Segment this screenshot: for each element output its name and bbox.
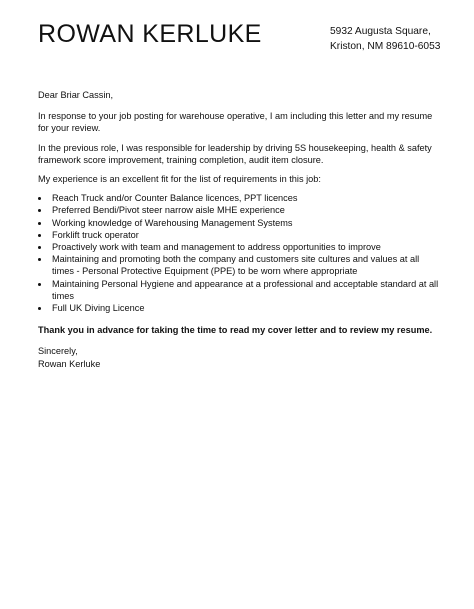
intro-paragraph: In response to your job posting for warehouse operative, I am including this letter and my resume for your review. (38, 111, 433, 134)
list-item: • Proactively work with team and management to address opportunities to improve (50, 241, 442, 253)
list-item: • Forklift truck operator (50, 229, 442, 241)
applicant-address (330, 24, 440, 54)
address-line-2: Kriston, NM 89610-6053 (330, 41, 441, 52)
closing-statement: Thank you in advance for taking the time to read my cover letter and to review my resume. (38, 325, 433, 336)
requirements-list (38, 192, 442, 314)
requirements-intro: My experience is an excellent fit for the list of requirements in this job: (38, 174, 321, 185)
sign-off: Sincerely, (38, 346, 78, 357)
experience-paragraph: In the previous role, I was responsible for leadership by driving 5S housekeeping, health & safety framework score improvement, training completion, audit item closure. (38, 142, 432, 165)
signoff-block (38, 345, 442, 369)
salutation: Dear Briar Cassin, (38, 90, 114, 100)
signature-name: Rowan Kerluke (38, 358, 101, 369)
list-item: • Preferred Bendi/Pivot steer narrow aisle MHE experience (50, 204, 442, 216)
applicant-name: ROWAN KERLUKE (38, 20, 262, 48)
letter-body (38, 89, 442, 370)
list-item: • Full UK Diving Licence (50, 302, 442, 314)
list-item: • Working knowledge of Warehousing Management Systems (50, 217, 442, 229)
list-item: • Maintaining Personal Hygiene and appearance at a professional and acceptable standard at all times (50, 278, 442, 302)
list-item: • Reach Truck and/or Counter Balance licences, PPT licences (50, 192, 442, 204)
address-line-1: 5932 Augusta Square, (330, 26, 431, 37)
list-item: • Maintaining and promoting both the company and customers site cultures and values at all times - Personal Protective Equipment (PPE) to be worn where appropriate (50, 253, 442, 277)
